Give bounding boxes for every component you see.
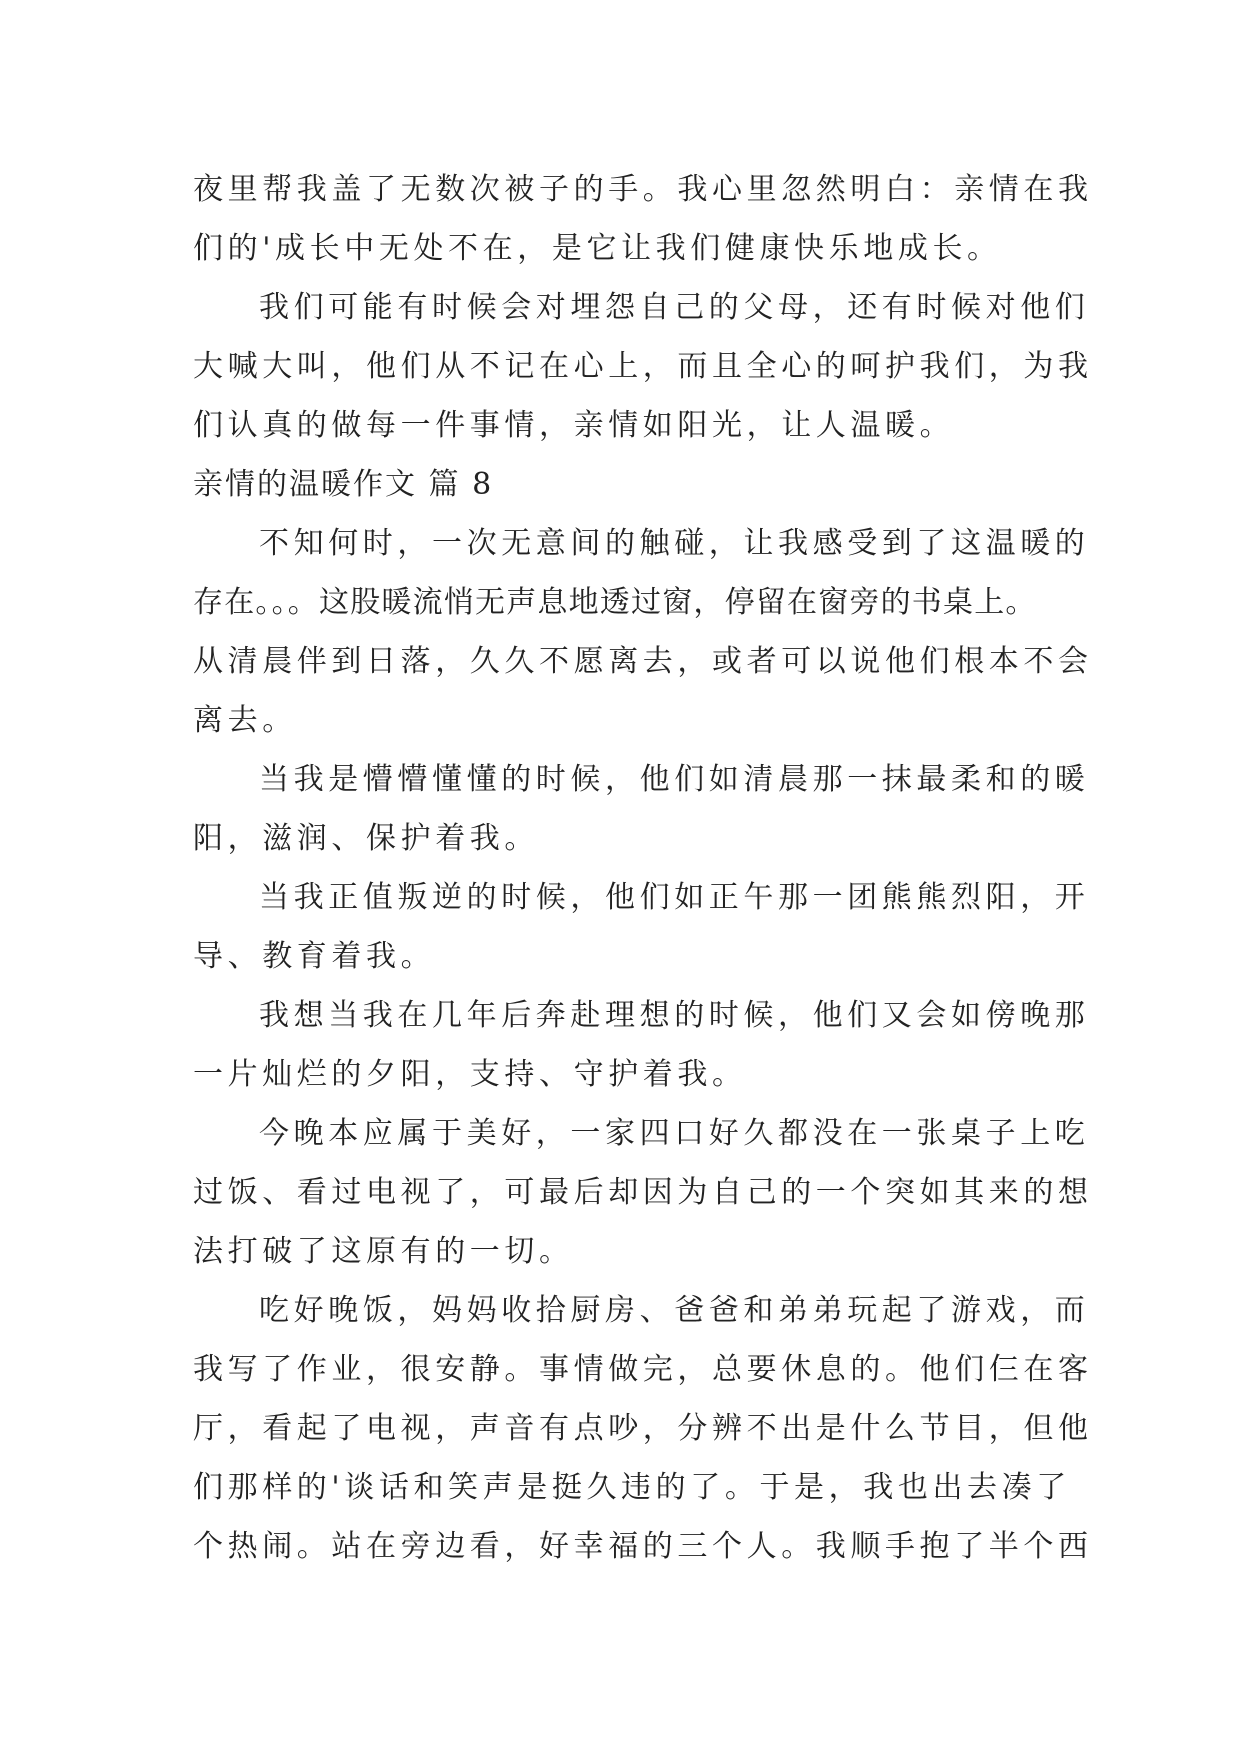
text-line: 个热闹。站在旁边看，好幸福的三个人。我顺手抱了半个西: [193, 1529, 1093, 1564]
text-line: 存在。。。这股暖流悄无声息地透过窗，停留在窗旁的书桌上。: [193, 585, 1037, 620]
text-line: 我写了作业，很安静。事情做完，总要休息的。他们仨在客: [193, 1352, 1093, 1387]
text-line: 夜里帮我盖了无数次被子的手。我心里忽然明白：亲情在我: [193, 172, 1093, 207]
heading-text: 亲情的温暖作文 篇 8: [193, 467, 494, 502]
paragraph: [193, 278, 1093, 455]
document-page: [193, 160, 1093, 1576]
text-line: 吃好晚饭，妈妈收拾厨房、爸爸和弟弟玩起了游戏，而: [259, 1293, 1090, 1328]
text-line: 们认真的做每一件事情，亲情如阳光，让人温暖。: [193, 408, 955, 443]
section-heading: [193, 455, 1055, 514]
text-line: 过饭、看过电视了，可最后却因为自己的一个突如其来的想: [193, 1175, 1093, 1210]
paragraph: [193, 160, 1093, 278]
text-line: 大喊大叫，他们从不记在心上，而且全心的呵护我们，为我: [193, 349, 1093, 384]
text-line: 们的'成长中无处不在，是它让我们健康快乐地成长。: [193, 231, 1002, 266]
text-line: 阳，滋润、保护着我。: [193, 821, 539, 856]
text-line: 离去。: [193, 703, 297, 738]
paragraph: [193, 1281, 1093, 1576]
paragraph: [193, 1104, 1093, 1281]
text-line: 今晚本应属于美好，一家四口好久都没在一张桌子上吃: [259, 1116, 1090, 1151]
text-line: 不知何时，一次无意间的触碰，让我感受到了这温暖的: [259, 526, 1090, 561]
text-line: 当我正值叛逆的时候，他们如正午那一团熊熊烈阳，开: [259, 880, 1090, 915]
text-line: 法打破了这原有的一切。: [193, 1234, 574, 1269]
text-line: 当我是懵懵懂懂的时候，他们如清晨那一抹最柔和的暖: [259, 762, 1090, 797]
text-line: 厅，看起了电视，声音有点吵，分辨不出是什么节目，但他: [193, 1411, 1093, 1446]
paragraph: [193, 514, 1093, 750]
text-line: 导、教育着我。: [193, 939, 436, 974]
text-line: 一片灿烂的夕阳，支持、守护着我。: [193, 1057, 747, 1092]
text-line: 们那样的'谈话和笑声是挺久违的了。于是，我也出去凑了: [193, 1470, 1071, 1505]
paragraph: [193, 750, 1090, 868]
text-line: 我们可能有时候会对埋怨自己的父母，还有时候对他们: [259, 290, 1090, 325]
text-line: 从清晨伴到日落，久久不愿离去，或者可以说他们根本不会: [193, 644, 1093, 679]
paragraph: [193, 868, 1090, 986]
paragraph: [193, 986, 1090, 1104]
text-line: 我想当我在几年后奔赴理想的时候，他们又会如傍晚那: [259, 998, 1090, 1033]
